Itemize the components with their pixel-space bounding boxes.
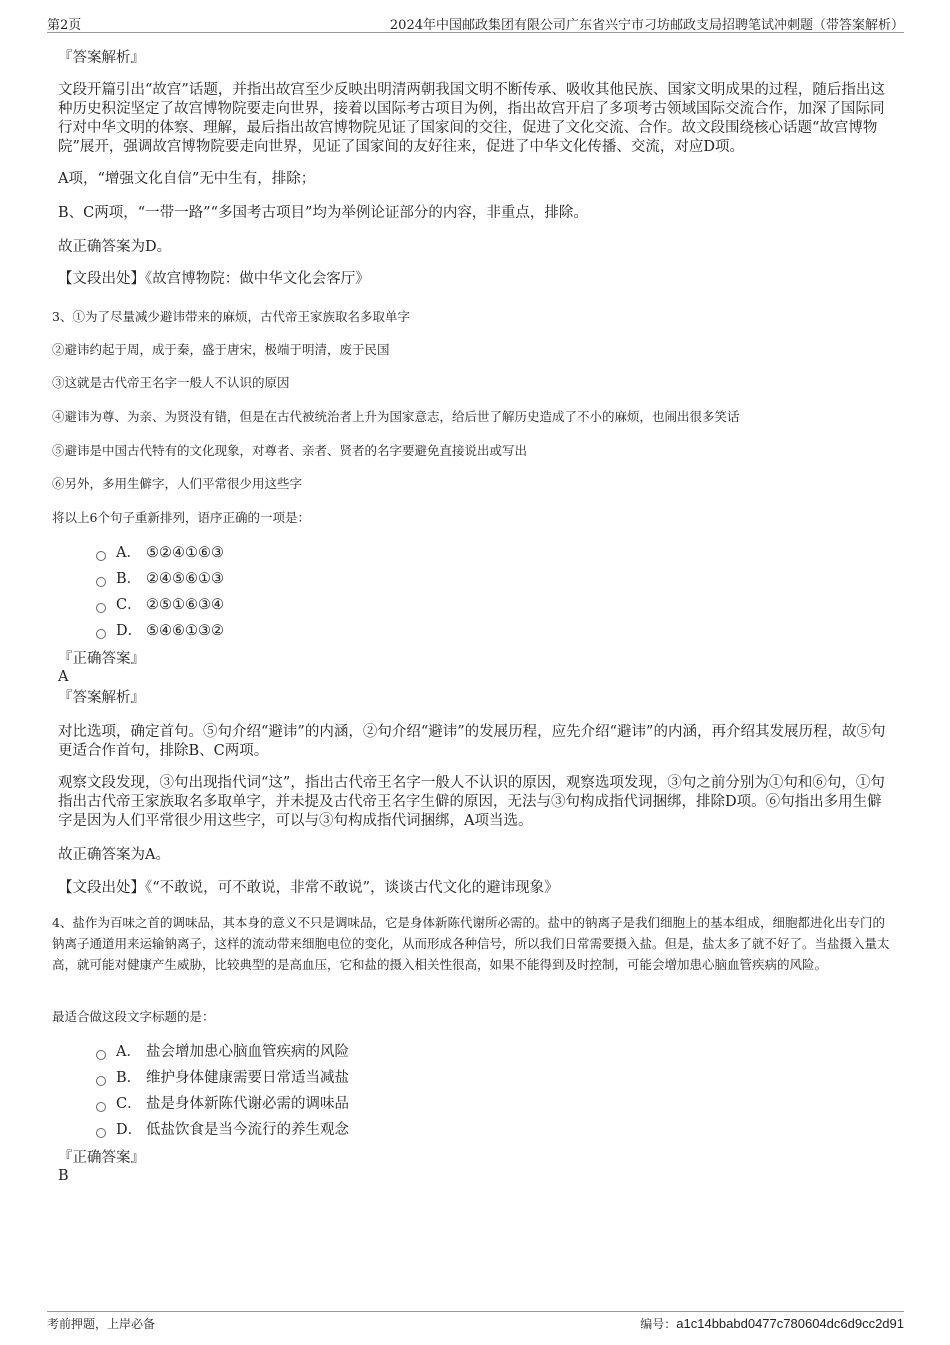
radio-icon[interactable] xyxy=(96,603,106,613)
question-line: ③这就是古代帝王名字一般人不认识的原因 xyxy=(52,375,290,390)
option-b[interactable] xyxy=(96,569,224,589)
option-letter: A． xyxy=(116,545,141,561)
option-c[interactable] xyxy=(96,1094,349,1114)
analysis-paragraph: 对比选项，确定首句。⑤句介绍“避讳”的内涵，②句介绍“避讳”的发展历程，应先介绍“避讳”的内涵，再介绍其发展历程，故⑤句更适合作首句，排除B、C两项。 xyxy=(58,724,886,759)
option-d[interactable] xyxy=(96,1120,349,1140)
analysis-paragraph: 文段开篇引出“故宫”话题，并指出故宫至少反映出明清两朝我国文明不断传承、吸收其他民族、国家文明成果的过程，随后指出这种历史积淀坚定了故宫博物院要走向世界，接着以国际考古项目为例，指出故宫开启了多项考古领域国际交流合作，加深了国际同行对中华文明的体察、理解，最后指出故宫博物院见证了国家间的交往，促进了文化交流、合作。故文段围绕核心话题“故宫博物院”展开，强调故宫博物院要走向世界，见证了国家间的友好往来，促进了中华文化传播、交流，对应D项。 xyxy=(58,82,885,155)
option-a[interactable] xyxy=(96,1042,349,1062)
answer-value: A xyxy=(58,669,69,685)
code-value: a1c14bbabd0477c780604dc6d9cc2d91 xyxy=(676,1316,904,1331)
question-line: ④避讳为尊、为亲、为贤没有错，但是在古代被统治者上升为国家意志，给后世了解历史造成了不小的麻烦，也闹出很多笑话 xyxy=(52,409,740,424)
analysis-paragraph: 观察文段发现，③句出现指代词“这”，指出古代帝王名字一般人不认识的原因，观察选项发现，③句之前分别为①句和⑥句，①句指出古代帝王家族取名多取单字，并未提及古代帝王名字生僻的原因，无法与③句构成指代词捆绑，排除D项。⑥句指出多用生僻字是因为人们平常很少用这些字，可以与③句构成指代词捆绑，A项当选。 xyxy=(58,775,885,829)
radio-icon[interactable] xyxy=(96,551,106,561)
radio-icon[interactable] xyxy=(96,1102,106,1112)
question-prompt: 最适合做这段文字标题的是： xyxy=(52,1009,215,1024)
radio-icon[interactable] xyxy=(96,1050,106,1060)
option-text: 维护身体健康需要日常适当减盐 xyxy=(146,1070,349,1086)
analysis-paragraph: 故正确答案为D。 xyxy=(58,239,172,255)
radio-icon[interactable] xyxy=(96,1128,106,1138)
option-a[interactable] xyxy=(96,543,224,563)
question-stem: 4、盐作为百味之首的调味品，其本身的意义不只是调味品，它是身体新陈代谢所必需的。盐中的钠离子是我们细胞上的基本组成，细胞都进化出专门的钠离子通道用来运输钠离子，这样的流动带来细胞电位的变化，从而形成各种信号，所以我们日常需要摄入盐。但是，盐太多了就不好了。当盐摄入量太高，就可能对健康产生威胁，比较典型的是高血压，它和盐的摄入相关性很高，如果不能得到及时控制，可能会增加患心脑血管疾病的风险。 xyxy=(52,915,890,972)
document-title: 2024年中国邮政集团有限公司广东省兴宁市刁坊邮政支局招聘笔试冲刺题（带答案解析） xyxy=(389,18,904,33)
analysis-paragraph: A项，“增强文化自信”无中生有，排除； xyxy=(58,171,316,187)
option-text: ⑤②④①⑥③ xyxy=(146,545,224,561)
option-letter: D． xyxy=(116,1122,143,1138)
analysis-paragraph: 故正确答案为A。 xyxy=(58,847,170,863)
page-number: 第2页 xyxy=(47,18,82,33)
analysis-label: 『答案解析』 xyxy=(58,690,145,706)
option-text: ②⑤①⑥③④ xyxy=(146,597,224,613)
source-citation: 【文段出处】《“不敢说，可不敢说，非常不敢说”，谈谈古代文化的避讳现象》 xyxy=(58,880,559,896)
answer-value: B xyxy=(58,1168,69,1184)
document-code xyxy=(640,1315,904,1332)
option-d[interactable] xyxy=(96,621,224,641)
analysis-label: 『答案解析』 xyxy=(58,50,145,66)
question-line: ②避讳约起于周，成于秦，盛于唐宋，极端于明清，废于民国 xyxy=(52,342,390,357)
option-text: 盐是身体新陈代谢必需的调味品 xyxy=(146,1096,349,1112)
option-letter: A． xyxy=(116,1044,141,1060)
question-line: ⑤避讳是中国古代特有的文化现象，对尊者、亲者、贤者的名字要避免直接说出或写出 xyxy=(52,443,528,458)
answer-label: 『正确答案』 xyxy=(58,651,145,667)
question-line: ⑥另外，多用生僻字，人们平常很少用这些字 xyxy=(52,476,303,491)
option-letter: D． xyxy=(116,623,143,639)
radio-icon[interactable] xyxy=(96,577,106,587)
radio-icon[interactable] xyxy=(96,1076,106,1086)
analysis-paragraph: B、C两项，“一带一路”“多国考古项目”均为举例论证部分的内容，非重点，排除。 xyxy=(58,205,588,221)
radio-icon[interactable] xyxy=(96,629,106,639)
option-letter: C． xyxy=(116,1096,142,1112)
page-header xyxy=(47,12,904,33)
question-prompt: 将以上6个句子重新排列，语序正确的一项是： xyxy=(52,510,310,525)
option-letter: C． xyxy=(116,597,142,613)
option-c[interactable] xyxy=(96,595,224,615)
source-citation: 【文段出处】《故宫博物院：做中华文化会客厅》 xyxy=(58,271,370,287)
option-text: ⑤④⑥①③② xyxy=(146,623,224,639)
footer-slogan: 考前押题，上岸必备 xyxy=(47,1317,156,1331)
code-label: 编号： xyxy=(640,1317,677,1331)
option-b[interactable] xyxy=(96,1068,349,1088)
option-letter: B． xyxy=(116,1070,142,1086)
answer-label: 『正确答案』 xyxy=(58,1150,145,1166)
option-text: 盐会增加患心脑血管疾病的风险 xyxy=(146,1044,349,1060)
page-footer xyxy=(47,1311,904,1336)
option-letter: B． xyxy=(116,571,142,587)
option-text: ②④⑤⑥①③ xyxy=(146,571,224,587)
option-text: 低盐饮食是当今流行的养生观念 xyxy=(146,1122,349,1138)
question-line: 3、①为了尽量减少避讳带来的麻烦，古代帝王家族取名多取单字 xyxy=(52,309,410,324)
